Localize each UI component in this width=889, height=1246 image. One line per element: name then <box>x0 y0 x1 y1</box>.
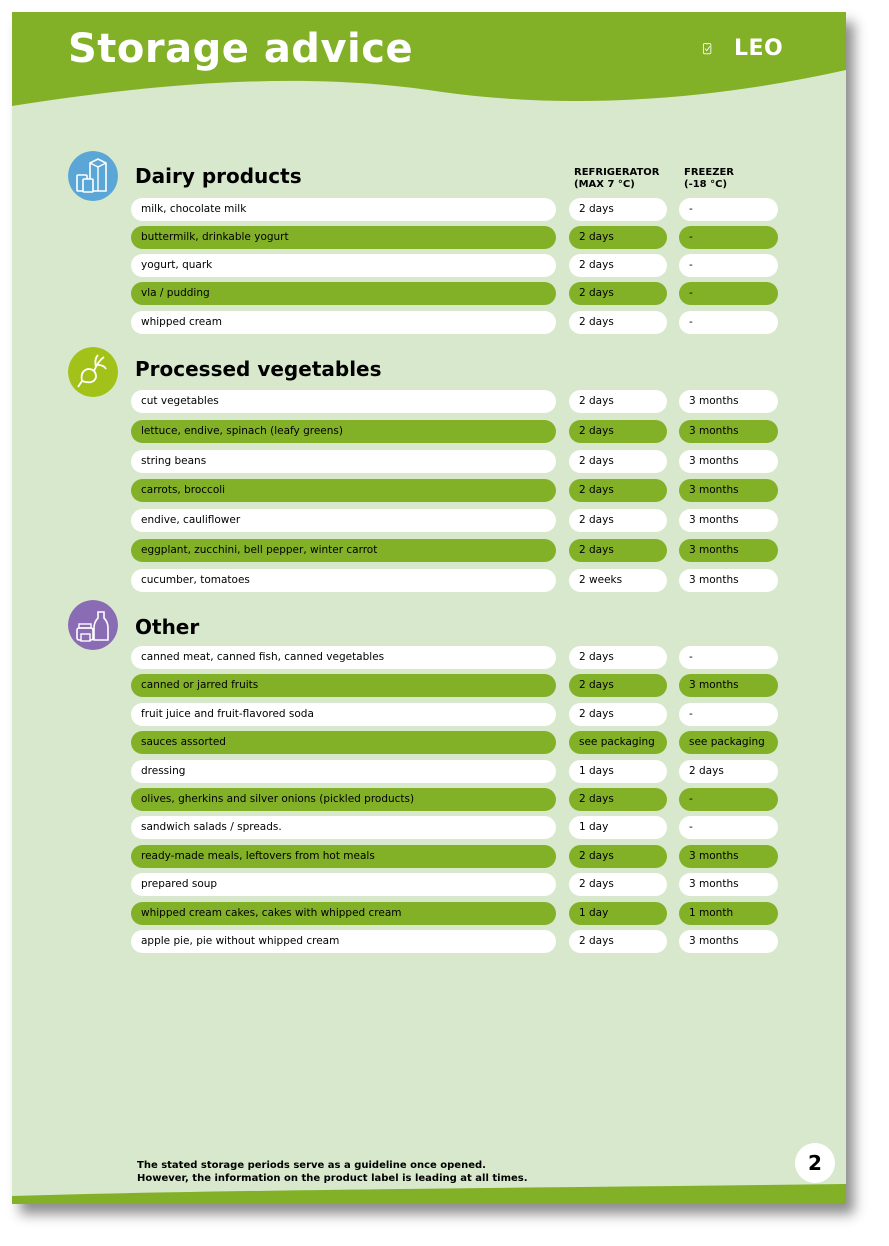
refrigerator-cell: 2 days <box>569 198 667 221</box>
refrigerator-cell: 2 days <box>569 226 667 249</box>
section-title-other: Other <box>135 615 200 639</box>
footer-note <box>137 1159 528 1185</box>
product-cell: eggplant, zucchini, bell pepper, winter carrot <box>131 539 556 562</box>
product-cell: whipped cream <box>131 311 556 334</box>
refrigerator-cell: 1 day <box>569 816 667 839</box>
freezer-cell: 3 months <box>679 509 778 532</box>
freezer-cell: 2 days <box>679 760 778 783</box>
refrigerator-cell: 2 days <box>569 788 667 811</box>
product-cell: apple pie, pie without whipped cream <box>131 930 556 953</box>
product-cell: olives, gherkins and silver onions (pickled products) <box>131 788 556 811</box>
product-cell: yogurt, quark <box>131 254 556 277</box>
jars-icon <box>68 600 118 650</box>
refrigerator-cell: 2 days <box>569 311 667 334</box>
refrigerator-cell: 2 days <box>569 390 667 413</box>
product-cell: sandwich salads / spreads. <box>131 816 556 839</box>
refrigerator-cell: 2 days <box>569 282 667 305</box>
leo-logo <box>702 32 732 66</box>
refrigerator-cell: 2 days <box>569 479 667 502</box>
freezer-cell: - <box>679 788 778 811</box>
product-cell: sauces assorted <box>131 731 556 754</box>
refrigerator-label: REFRIGERATOR <box>574 167 660 178</box>
footer-line: The stated storage periods serve as a guideline once opened. <box>137 1160 486 1171</box>
freezer-cell: 3 months <box>679 390 778 413</box>
refrigerator-column-header <box>574 167 660 191</box>
freezer-cell: 3 months <box>679 539 778 562</box>
product-cell: ready-made meals, leftovers from hot meals <box>131 845 556 868</box>
vegetable-icon <box>68 347 118 397</box>
freezer-cell: 3 months <box>679 930 778 953</box>
freezer-cell: 3 months <box>679 873 778 896</box>
freezer-cell: 3 months <box>679 674 778 697</box>
freezer-cell: - <box>679 254 778 277</box>
document-page <box>12 12 846 1204</box>
product-cell: milk, chocolate milk <box>131 198 556 221</box>
freezer-cell: 3 months <box>679 569 778 592</box>
freezer-cell: - <box>679 282 778 305</box>
refrigerator-cell: 2 days <box>569 674 667 697</box>
refrigerator-cell: 2 days <box>569 703 667 726</box>
refrigerator-cell: 2 days <box>569 539 667 562</box>
freezer-cell: - <box>679 646 778 669</box>
refrigerator-cell: 2 days <box>569 845 667 868</box>
page-title: Storage advice <box>68 26 414 72</box>
refrigerator-cell: 2 days <box>569 254 667 277</box>
freezer-cell: - <box>679 703 778 726</box>
product-cell: string beans <box>131 450 556 473</box>
freezer-temp: (-18 °C) <box>684 179 728 190</box>
refrigerator-cell: 2 days <box>569 930 667 953</box>
refrigerator-cell: 2 days <box>569 873 667 896</box>
refrigerator-cell: 1 days <box>569 760 667 783</box>
product-cell: vla / pudding <box>131 282 556 305</box>
refrigerator-temp: (MAX 7 °C) <box>574 179 635 190</box>
freezer-cell: 3 months <box>679 450 778 473</box>
freezer-cell: - <box>679 198 778 221</box>
freezer-cell: 3 months <box>679 845 778 868</box>
freezer-cell: 3 months <box>679 479 778 502</box>
refrigerator-cell: 2 days <box>569 420 667 443</box>
refrigerator-cell: 2 weeks <box>569 569 667 592</box>
product-cell: fruit juice and fruit-flavored soda <box>131 703 556 726</box>
product-cell: whipped cream cakes, cakes with whipped cream <box>131 902 556 925</box>
freezer-cell: 3 months <box>679 420 778 443</box>
product-cell: canned or jarred fruits <box>131 674 556 697</box>
logo-text: LEO <box>734 36 784 61</box>
page-number: 2 <box>795 1143 835 1183</box>
refrigerator-cell: 1 day <box>569 902 667 925</box>
freezer-cell: 1 month <box>679 902 778 925</box>
product-cell: prepared soup <box>131 873 556 896</box>
product-cell: cucumber, tomatoes <box>131 569 556 592</box>
product-cell: cut vegetables <box>131 390 556 413</box>
refrigerator-cell: see packaging <box>569 731 667 754</box>
freezer-cell: - <box>679 311 778 334</box>
refrigerator-cell: 2 days <box>569 509 667 532</box>
product-cell: endive, cauliflower <box>131 509 556 532</box>
product-cell: canned meat, canned fish, canned vegetables <box>131 646 556 669</box>
footer-wave <box>12 1184 846 1204</box>
refrigerator-cell: 2 days <box>569 646 667 669</box>
section-title-vegetables: Processed vegetables <box>135 357 382 381</box>
product-cell: lettuce, endive, spinach (leafy greens) <box>131 420 556 443</box>
dairy-icon <box>68 151 118 201</box>
freezer-cell: see packaging <box>679 731 778 754</box>
product-cell: carrots, broccoli <box>131 479 556 502</box>
product-cell: dressing <box>131 760 556 783</box>
freezer-column-header <box>684 167 734 191</box>
product-cell: buttermilk, drinkable yogurt <box>131 226 556 249</box>
freezer-label: FREEZER <box>684 167 734 178</box>
section-title-dairy: Dairy products <box>135 164 302 188</box>
footer-line: However, the information on the product label is leading at all times. <box>137 1173 528 1184</box>
freezer-cell: - <box>679 816 778 839</box>
refrigerator-cell: 2 days <box>569 450 667 473</box>
freezer-cell: - <box>679 226 778 249</box>
